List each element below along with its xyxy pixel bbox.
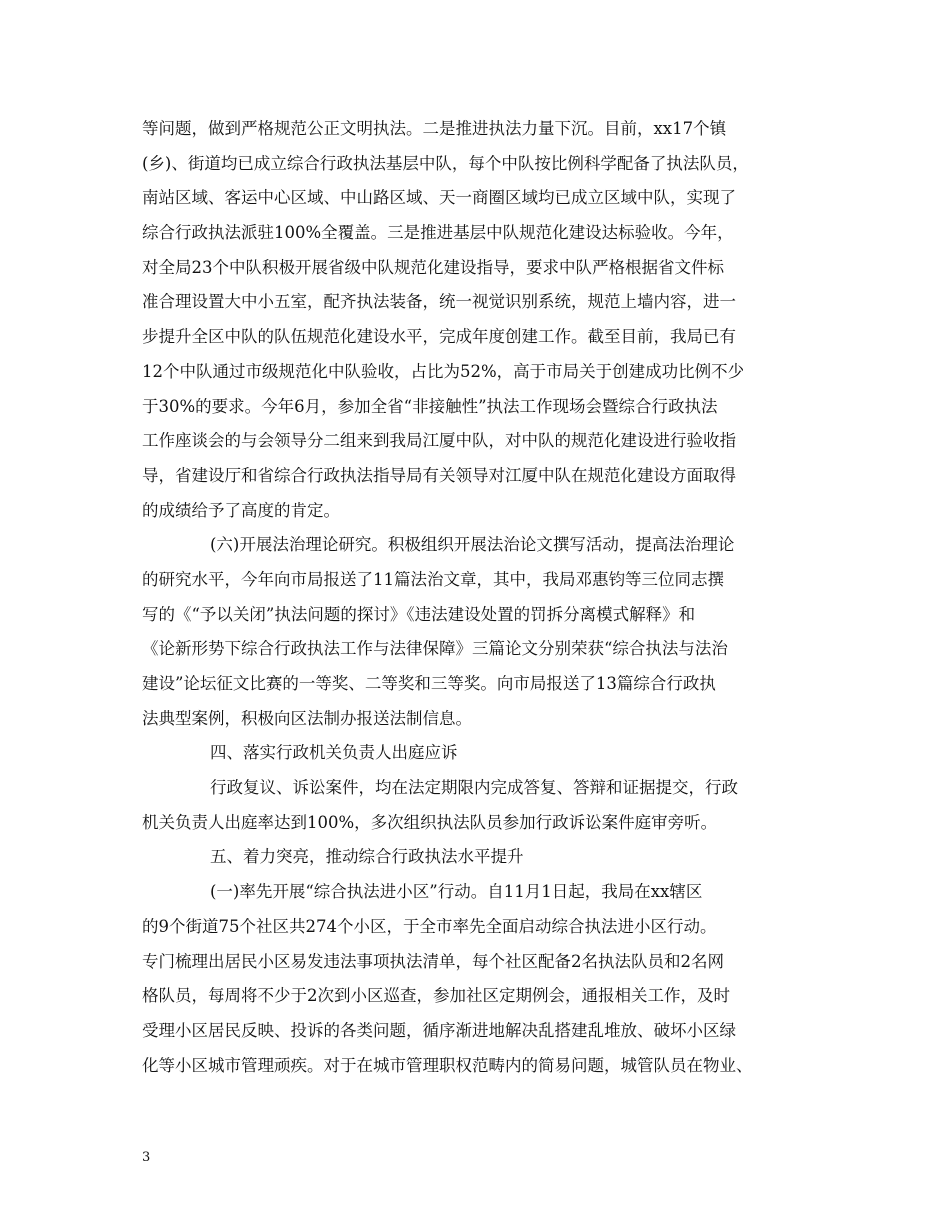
text-line: 法典型案例，积极向区法制办报送法制信息。 [142,708,472,728]
text-line: 四、落实行政机关负责人出庭应诉 [210,743,458,763]
text-line: 五、着力突亮，推动综合行政执法水平提升 [210,847,524,867]
text-line: 的研究水平，今年向市局报送了11篇法治文章，其中，我局邓惠钧等三位同志撰 [142,569,724,589]
text-line: 步提升全区中队的队伍规范化建设水平，完成年度创建工作。截至目前，我局已有 [142,327,736,347]
text-line: 准合理设置大中小五室，配齐执法装备，统一视觉识别系统，规范上墙内容，进一 [142,292,736,312]
text-line: 机关负责人出庭率达到100%，多次组织执法队员参加行政诉讼案件庭审旁听。 [142,812,718,832]
text-line: 综合行政执法派驻100%全覆盖。三是推进基层中队规范化建设达标验收。今年， [142,223,734,243]
text-line: 的9个街道75个社区共274个小区，于全市率先全面启动综合执法进小区行动。 [142,916,717,936]
text-line: (乡)、街道均已成立综合行政执法基层中队，每个中队按比例科学配备了执法队员， [142,153,749,173]
text-line: (六)开展法治理论研究。积极组织开展法治论文撰写活动，提高法治理论 [210,535,735,555]
text-line: 于30%的要求。今年6月，参加全省“非接触性”执法工作现场会暨综合行政执法 [142,396,718,416]
text-line: 12个中队通过市级规范化中队验收，占比为52%，高于市局关于创建成功比例不少 [142,361,745,381]
text-line: 工作座谈会的与会领导分二组来到我局江厦中队，对中队的规范化建设进行验收指 [142,431,736,451]
text-line: 写的《“予以关闭”执法问题的探讨》《违法建设处置的罚拆分离模式解释》和 [142,604,696,624]
text-line: 导，省建设厅和省综合行政执法指导局有关领导对江厦中队在规范化建设方面取得 [142,465,736,485]
text-line: 受理小区居民反映、投诉的各类问题，循序渐进地解决乱搭建乱堆放、破坏小区绿 [142,1020,736,1040]
text-line: 等问题，做到严格规范公正文明执法。二是推进执法力量下沉。目前，xx17个镇 [142,119,727,138]
text-line: 建设”论坛征文比赛的一等奖、二等奖和三等奖。向市局报送了13篇综合行政执 [142,674,716,693]
text-line: 化等小区城市管理顽疾。对于在城市管理职权范畴内的简易问题，城管队员在物业、 [142,1055,753,1075]
text-line: (一)率先开展“综合执法进小区”行动。自11月1日起，我局在xx辖区 [210,882,703,902]
body-text [142,112,810,1083]
text-line: 专门梳理出居民小区易发违法事项执法清单，每个社区配备2名执法队员和2名网 [142,951,724,971]
text-line: 《论新形势下综合行政执法工作与法律保障》三篇论文分别荣获“综合执法与法治 [142,639,728,659]
page-number: 3 [142,1150,151,1165]
text-line: 行政复议、诉讼案件，均在法定期限内完成答复、答辩和证据提交，行政 [210,778,738,798]
text-line: 对全局23个中队积极开展省级中队规范化建设指导，要求中队严格根据省文件标 [142,257,724,277]
text-line: 的成绩给予了高度的肯定。 [142,500,340,520]
text-line: 格队员，每周将不少于2次到小区巡查，参加社区定期例会，通报相关工作，及时 [142,986,730,1006]
text-line: 南站区域、客运中心区域、中山路区域、天一商圈区域均已成立区域中队，实现了 [142,188,736,208]
